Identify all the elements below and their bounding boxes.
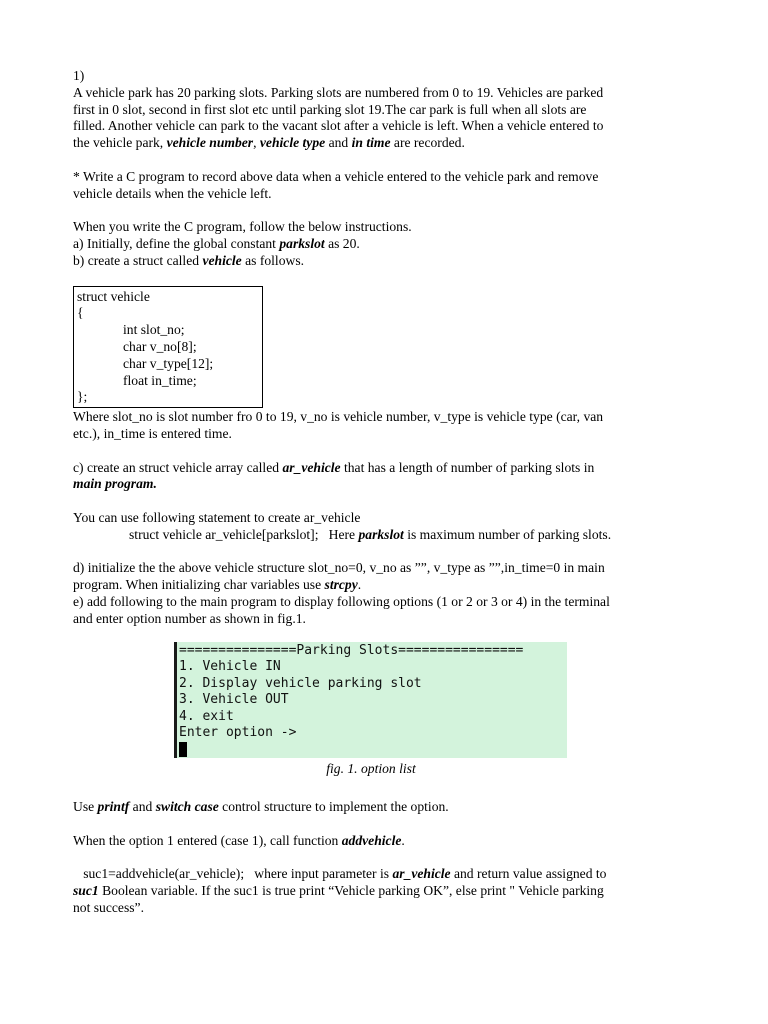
- struct-code-box: struct vehicle { int slot_no; char v_no[8]; char v_type[12]; float in_time; };: [73, 286, 263, 409]
- instruction-d: d) initialize the the above vehicle structure slot_no=0, v_no as ””, v_type as ””,in_time=0 in main program. When initializing char variables use strcpy.: [73, 560, 605, 593]
- terminal-option-list: ===============Parking Slots================ 1. Vehicle IN 2. Display vehicle parking slot 3. Vehicle OUT 4. exit Enter option ->: [174, 642, 567, 758]
- term-main-program: main program.: [73, 476, 157, 492]
- option1-paragraph: When the option 1 entered (case 1), call function addvehicle.: [73, 832, 405, 848]
- where-paragraph: Where slot_no is slot number fro 0 to 19, v_no is vehicle number, v_type is vehicle type (car, van etc.), in_time is entered time.: [73, 409, 604, 441]
- term-printf: printf: [97, 799, 130, 815]
- printf-paragraph: Use printf and switch case control structure to implement the option.: [73, 799, 449, 815]
- term-strcpy: strcpy: [324, 577, 358, 593]
- term-in-time: in time: [351, 135, 391, 151]
- terminal-cursor: [179, 742, 187, 757]
- intro-paragraph: A vehicle park has 20 parking slots. Parking slots are numbered from 0 to 19. Vehicles are parked first in 0 slot, second in first slot etc until parking slot 19.The car park is full when all slots are filled. Another vehicle can park to the vacant slot after a vehicle is left. When a vehicle entered to the vehicle park, vehicle number, vehicle type and in time are recorded.: [73, 84, 604, 151]
- instruction-c: c) create an struct vehicle array called ar_vehicle that has a length of number of parking slots in main program.: [73, 459, 595, 492]
- term-vehicle-number: vehicle number: [166, 135, 254, 151]
- term-suc1: suc1: [73, 883, 99, 899]
- term-parkslot: parkslot: [279, 235, 325, 251]
- instruction-e: e) add following to the main program to display following options (1 or 2 or 3 or 4) in the terminal and enter option number as shown in fig.1.: [73, 593, 610, 626]
- term-vehicle-type: vehicle type: [259, 135, 326, 151]
- term-addvehicle: addvehicle: [341, 832, 402, 848]
- question-number: 1): [73, 68, 85, 83]
- use-statement-paragraph: You can use following statement to create ar_vehicle struct vehicle ar_vehicle[parkslot]; Here parkslot is maximum number of parking slots.: [73, 509, 612, 542]
- task-paragraph: * Write a C program to record above data when a vehicle entered to the vehicle park and remove vehicle details when the vehicle left.: [73, 168, 599, 201]
- term-vehicle: vehicle: [202, 252, 242, 268]
- figure-caption: fig. 1. option list: [326, 760, 416, 776]
- suc-paragraph: suc1=addvehicle(ar_vehicle); where input parameter is ar_vehicle and return value assigned to suc1 Boolean variable. If the suc1 is true print “Vehicle parking OK”, else print " Vehicle parking not success”.: [73, 866, 607, 916]
- term-switch-case: switch case: [155, 799, 219, 815]
- instructions-paragraph: When you write the C program, follow the below instructions. a) Initially, define the global constant parkslot as 20. b) create a struct called vehicle as follows.: [73, 219, 412, 268]
- document-page: [73, 68, 693, 917]
- term-ar-vehicle: ar_vehicle: [282, 459, 341, 475]
